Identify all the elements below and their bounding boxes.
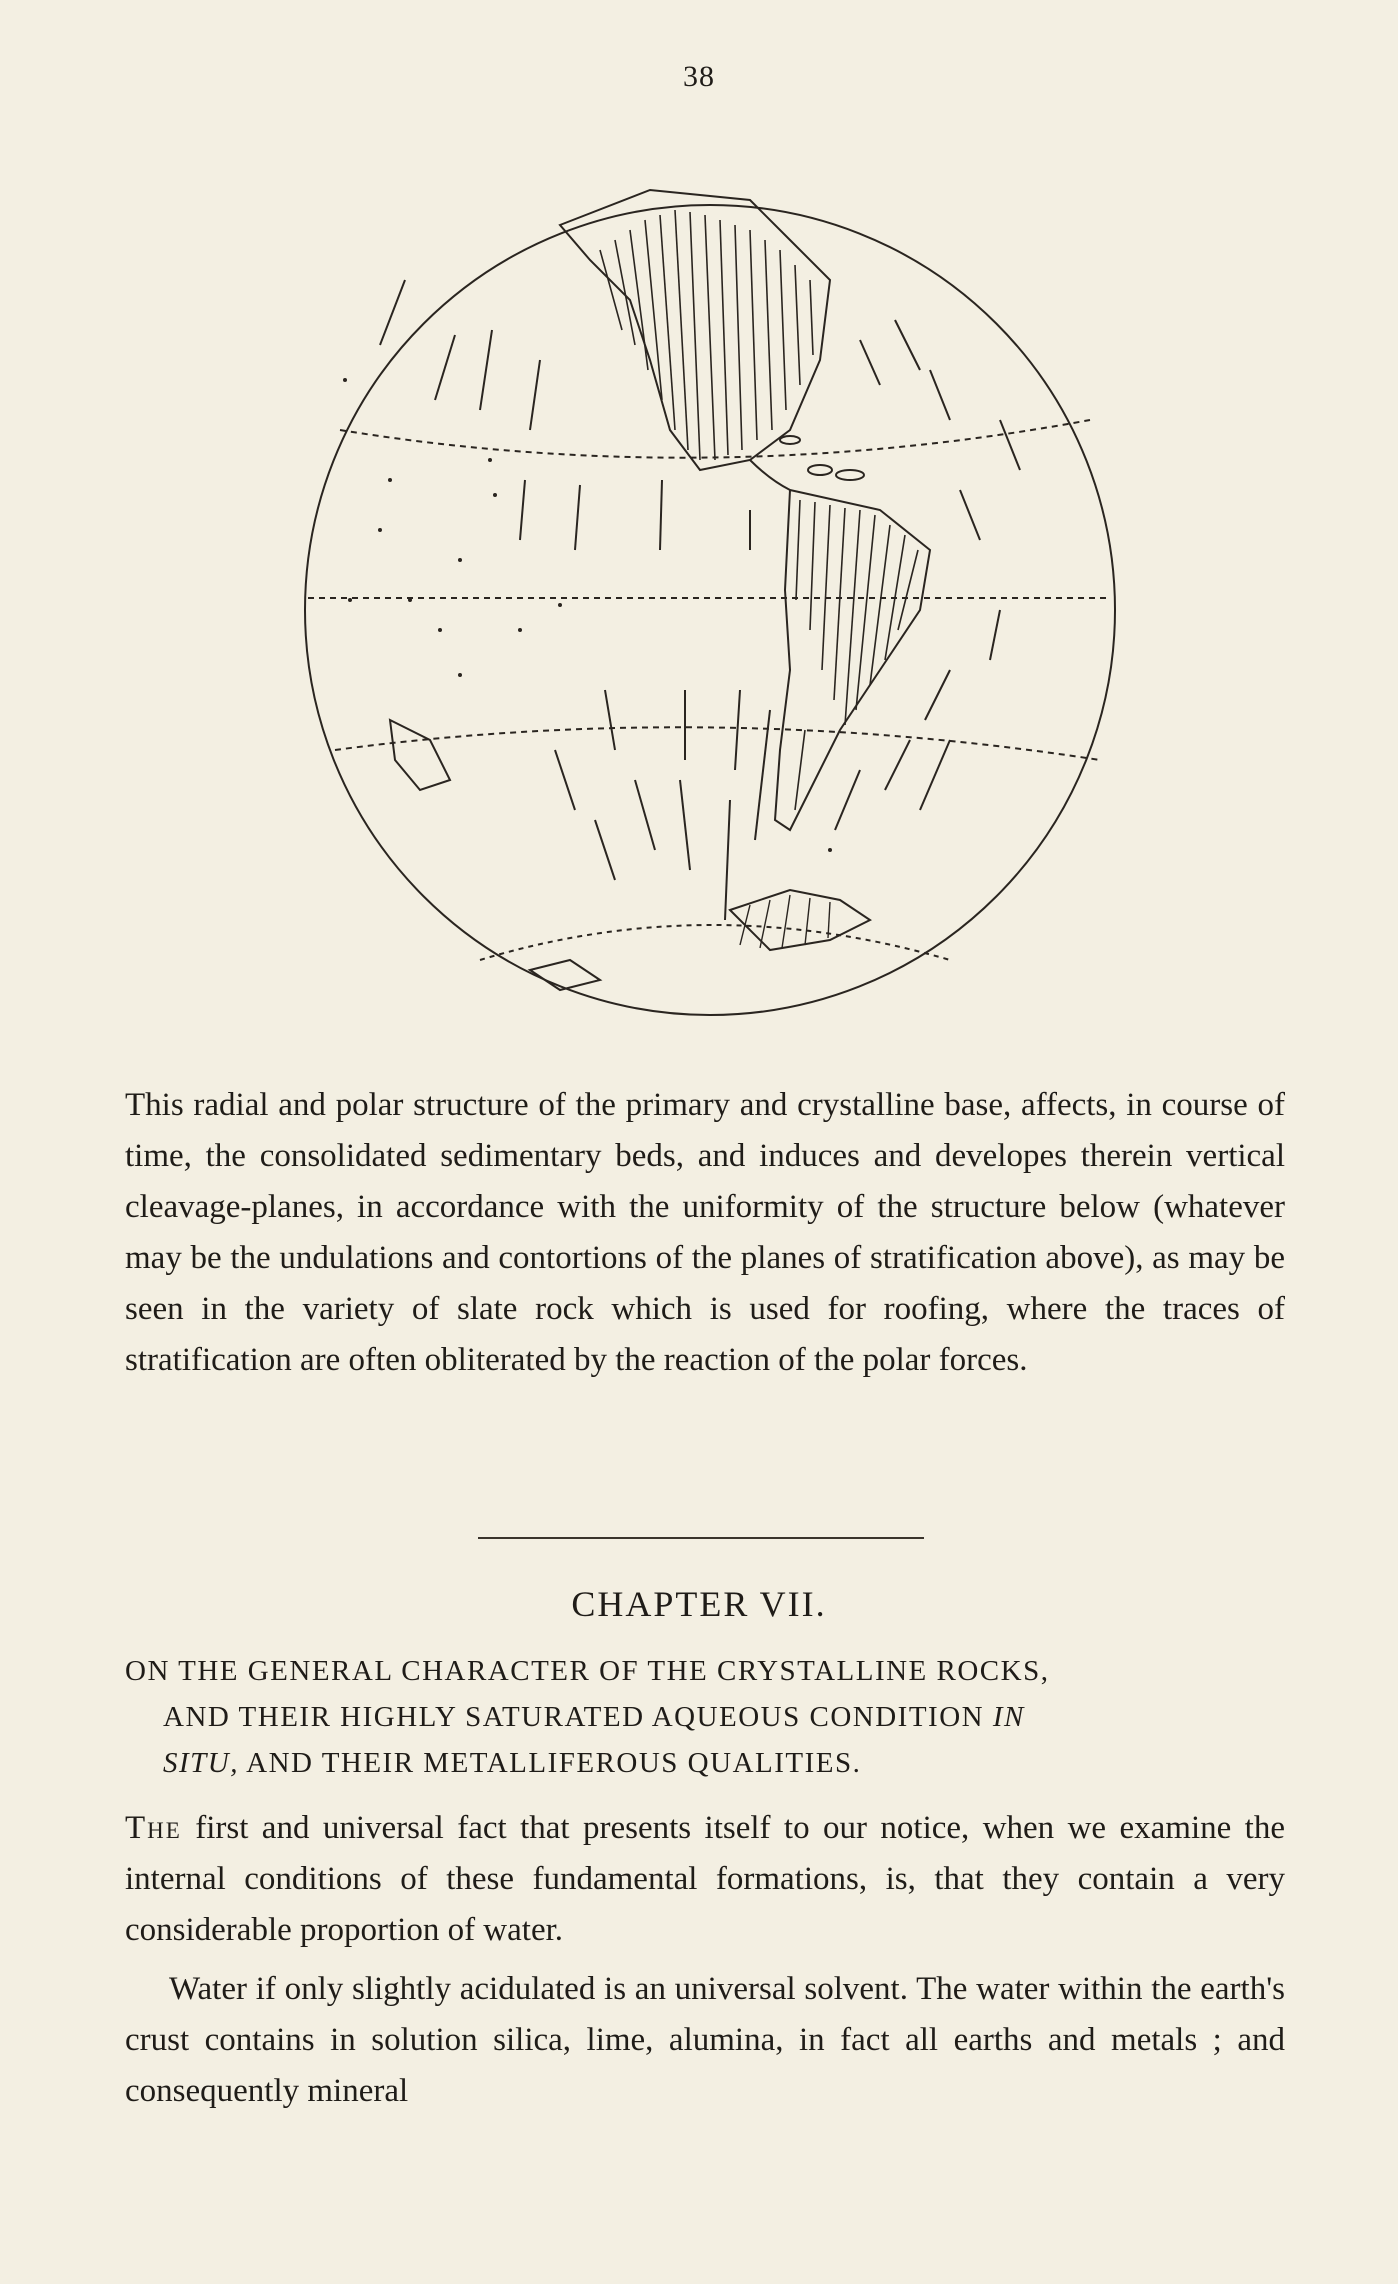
chapter-subtitle (125, 1648, 1285, 1786)
section-divider (478, 1537, 924, 1539)
chapter-subtitle-line-3-text: AND THEIR METALLIFEROUS QUALITIES. (238, 1747, 862, 1779)
radial-arrows-north (380, 280, 1020, 550)
paragraph-radial-structure: This radial and polar structure of the primary and crystalline base, affects, in course of time, the consolidated sedimentary beds, and induces and developes therein vertical cleavage-planes, in accordance with the uniformity of the structure below (whatever may be the undulations and contortions of the planes of stratification above), as may be seen in the variety of slate rock which is used for roofing, where the traces of stratification are often obliterated by the reaction of the polar forces. (125, 1087, 1285, 1378)
chapter-heading: CHAPTER VII. (571, 1584, 827, 1624)
south-america-hatching (795, 500, 918, 810)
chapter-subtitle-line-3 (125, 1740, 1285, 1786)
body-text-top (125, 1080, 1285, 1386)
parallel-far-south (480, 925, 950, 960)
radial-polar-structure-globe-diagram-icon (230, 130, 1190, 1090)
paragraph-water-solvent: Water if only slightly acidulated is an universal solvent. The water within the earth's crust contains in solution silica, lime, alumina, in fact all earths and metals ; and consequently mineral (125, 1971, 1285, 2109)
north-america-hatching (600, 210, 813, 460)
chapter-subtitle-line-1: ON THE GENERAL CHARACTER OF THE CRYSTALLINE ROCKS, (125, 1655, 1050, 1687)
island-1 (808, 465, 832, 475)
chapter-subtitle-line-3-italic: SITU, (163, 1747, 239, 1779)
paragraph-universal-fact-text: first and universal fact that presents itself to our notice, when we examine the internal conditions of these fundamental formations, is, that they contain a very considerable proportion of water. (125, 1810, 1285, 1948)
southwest-fragment (390, 720, 450, 790)
parallel-south (335, 727, 1100, 760)
body-text-bottom (125, 1803, 1285, 2117)
chapter-subtitle-line-2 (125, 1694, 1285, 1740)
globe-figure (230, 130, 1190, 1090)
paragraph-lead-word: The (125, 1810, 182, 1846)
southern-landmass (730, 890, 870, 950)
paragraph-universal-fact (125, 1803, 1285, 1956)
radial-lines-south (555, 610, 1000, 920)
island-3 (780, 436, 800, 444)
south-fragment-2 (530, 960, 600, 990)
central-america-land (750, 460, 790, 490)
chapter-subtitle-line-2-text: AND THEIR HIGHLY SATURATED AQUEOUS CONDITION (163, 1701, 993, 1733)
chapter-subtitle-line-2-italic: IN (992, 1701, 1025, 1733)
island-2 (836, 470, 864, 480)
scattered-specks (343, 378, 832, 852)
page-number: 38 (683, 60, 715, 93)
